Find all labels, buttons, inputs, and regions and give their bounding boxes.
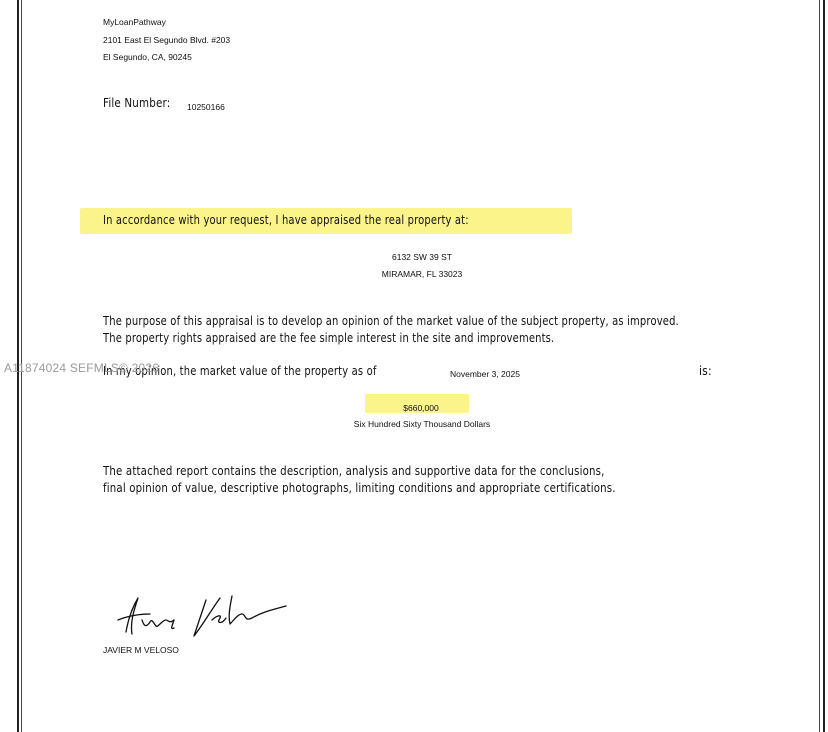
property-street: 6132 SW 39 ST [391,252,452,262]
watermark: A11874024 SEFMLS© 2026 [4,361,160,375]
file-number-label: File Number: [103,96,171,110]
opinion-suffix: is: [699,364,712,378]
attached-line1: The attached report contains the description, analysis and supportive data for the conclusions, [103,464,605,478]
sender-address-line2: El Segundo, CA, 90245 [103,52,192,62]
sender-name: MyLoanPathway [103,17,166,27]
purpose-line2: The property rights appraised are the fee simple interest in the site and improvements. [103,331,555,345]
value-words: Six Hundred Sixty Thousand Dollars [353,419,491,429]
property-city-line: MIRAMAR, FL 33023 [381,269,463,279]
page-border-right-inner [819,0,820,732]
intro-text: In accordance with your request, I have appraised the real property at: [103,213,469,227]
signature-image [112,590,292,646]
opinion-date: November 3, 2025 [450,369,520,379]
file-number-value: 10250166 [187,102,225,112]
sender-address-line1: 2101 East El Segundo Blvd. #203 [103,35,231,45]
purpose-line1: The purpose of this appraisal is to develop an opinion of the market value of the subject property, as improved. [103,314,679,328]
signer-name: JAVIER M VELOSO [103,645,179,655]
page-border-right-outer [823,0,825,732]
opinion-prefix: In my opinion, the market value of the property as of [103,364,377,378]
attached-line2: final opinion of value, descriptive photographs, limiting conditions and appropriate certifications. [103,481,616,495]
value-amount: $660,000 [403,403,439,413]
